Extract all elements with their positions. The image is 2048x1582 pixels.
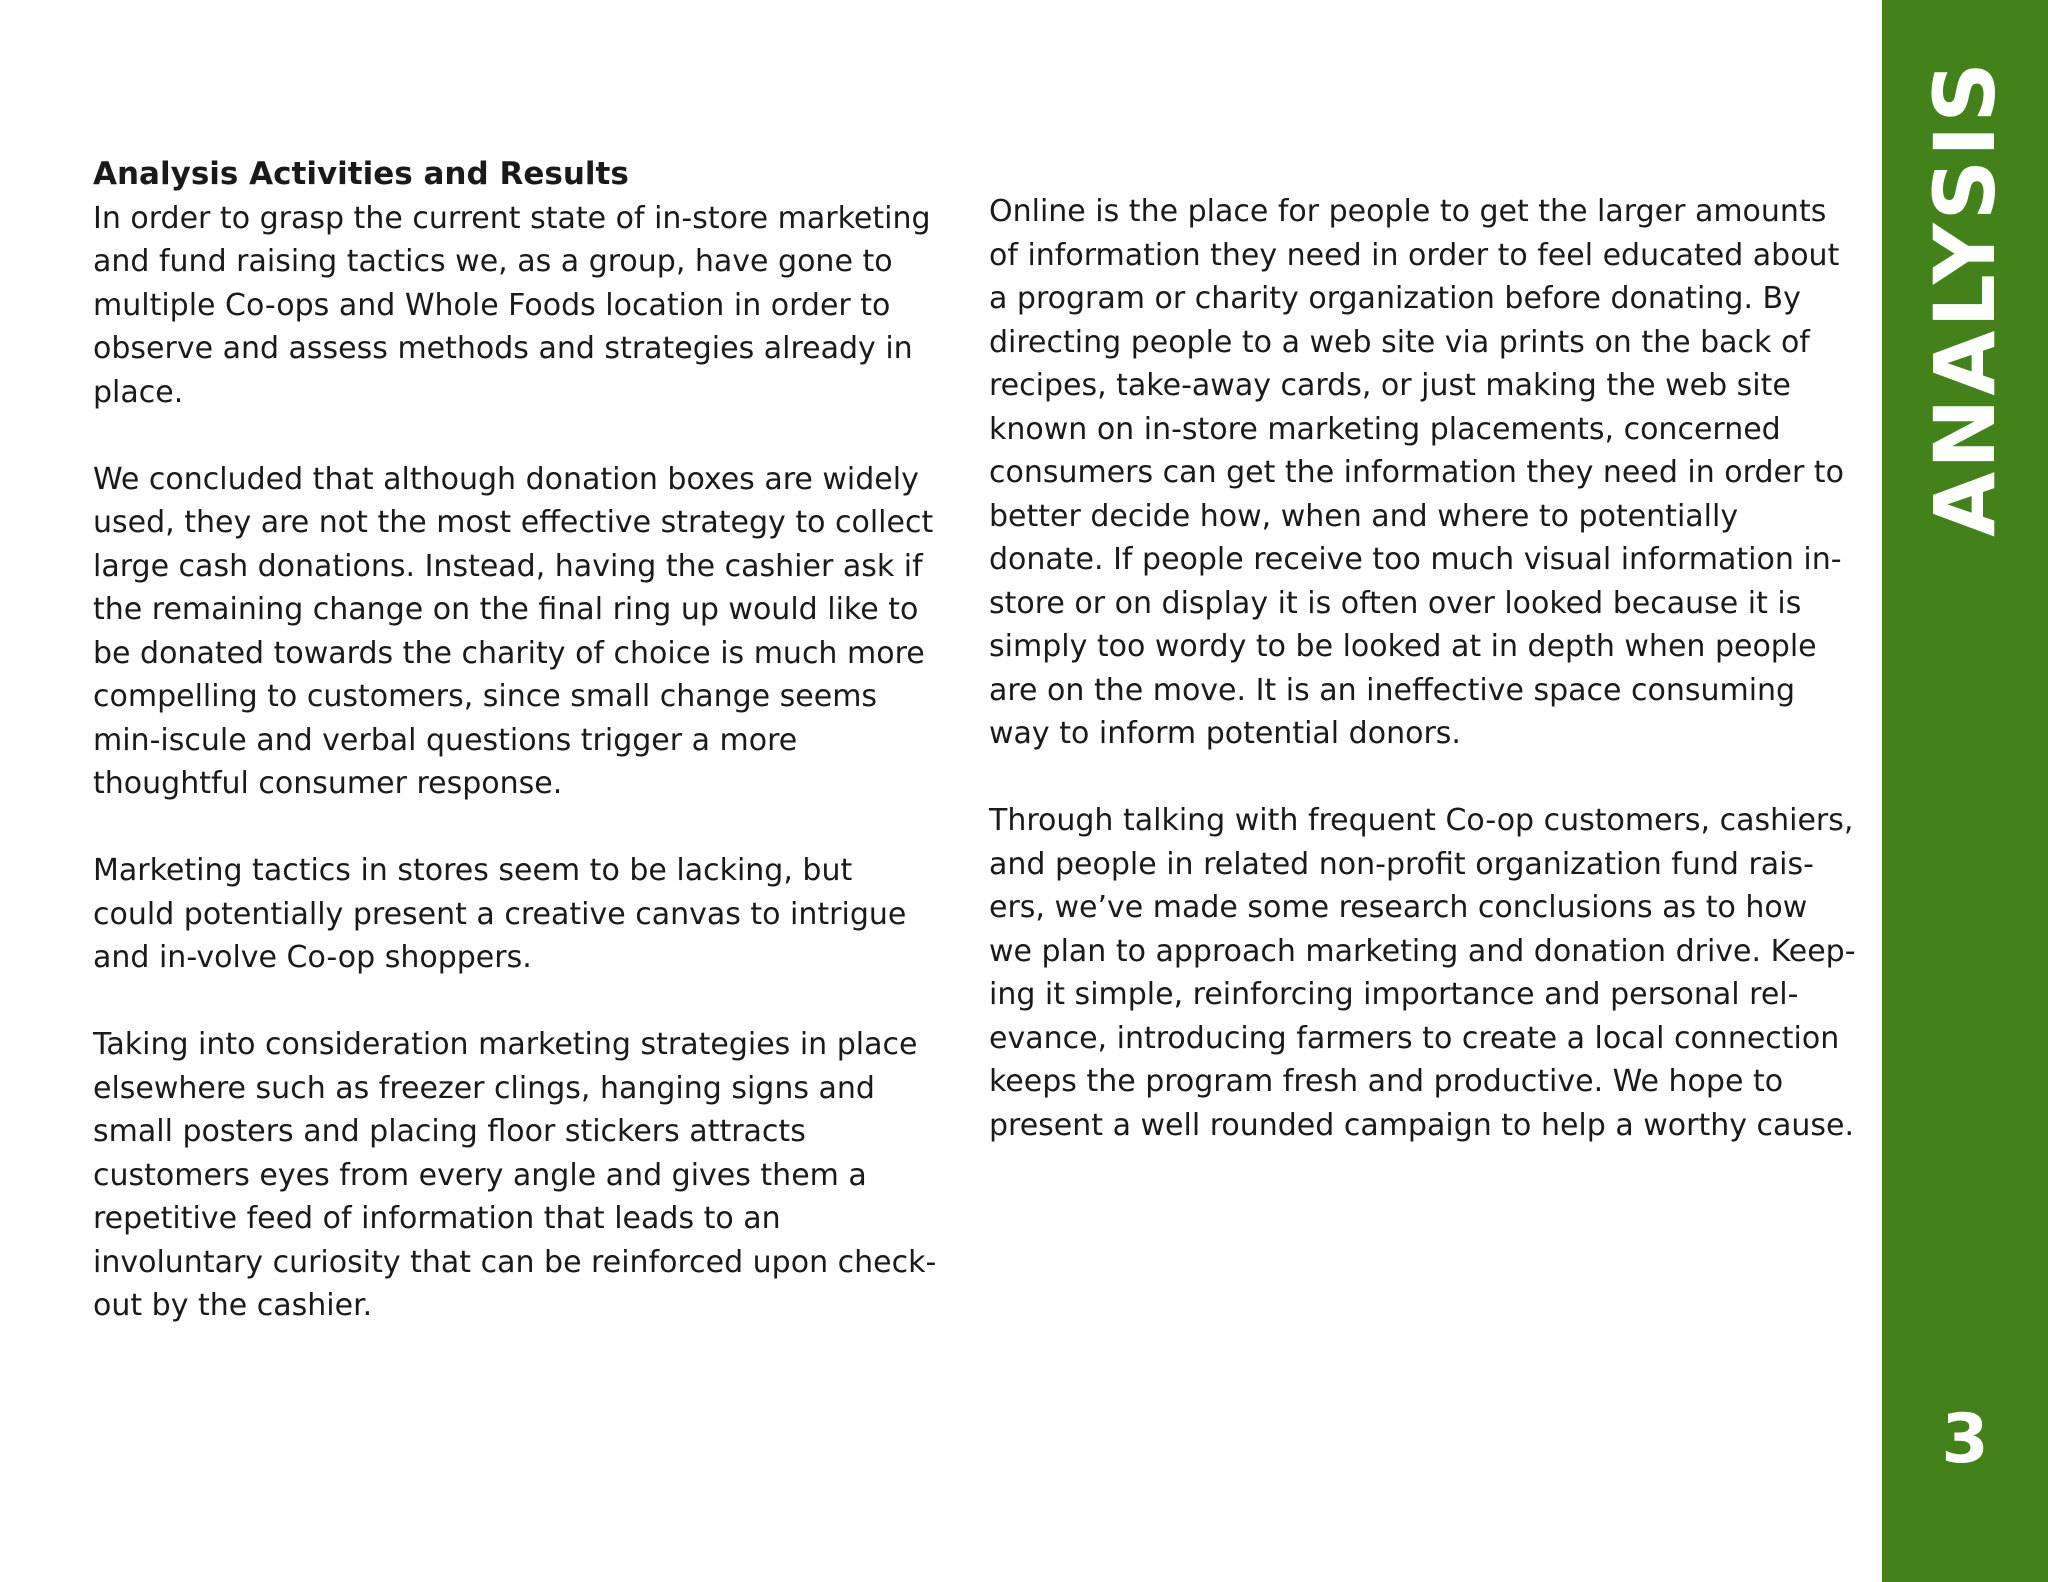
page-number: 3	[1941, 1400, 1989, 1479]
paragraph: Marketing tactics in stores seem to be lacking, but could potentially present a creative canvas to intrigue and in-volve Co-op shoppers.	[93, 853, 907, 975]
paragraph: Online is the place for people to get the larger amounts of information they need in order to feel educated about a program or charity organization before donating. By directing people to a web site via prints on the back of recipes, take-away cards, or just making the web site known on in-store marketing placements, concerned consumers can get the information they need in order to better decide how, when and where to potentially donate. If people receive too much visual information in-store or on display it is often over looked because it is simply too wordy to be looked at in depth when people are on the move. It is an ineffective space consuming way to inform potential donors.	[989, 194, 1844, 751]
paragraph: In order to grasp the current state of in-store marketing and fund raising tactics we, as a group, have gone to multiple Co-ops and Whole Foods location in order to observe and assess methods and strategies already in place.	[93, 200, 931, 410]
left-column	[93, 153, 943, 1328]
sidebar-title-wrap	[1882, 59, 2048, 537]
section-title: ANALYSIS	[1916, 59, 2014, 537]
paragraph: Through talking with frequent Co-op customers, cashiers, and people in related non-profit organization fund rais-ers, we’ve made some research conclusions as to how we plan to approach marketing and donation drive. Keep-ing it simple, reinforcing importance and personal rel-evance, introducing farmers to create a local connection keeps the program fresh and productive. We hope to present a well rounded campaign to help a worthy cause.	[989, 803, 1856, 1143]
paragraph: We concluded that although donation boxes are widely used, they are not the most effective strategy to collect large cash donations. Instead, having the cashier ask if the remaining change on the final ring up would like to be donated towards the charity of choice is much more compelling to customers, since small change seems min-iscule and verbal questions trigger a more thoughtful consumer response.	[93, 461, 934, 801]
paragraph: Taking into consideration marketing strategies in place elsewhere such as freezer clings, hanging signs and small posters and placing floor stickers attracts customers eyes from every angle and gives them a repetitive feed of information that leads to an involuntary curiosity that can be reinforced upon check-out by the cashier.	[93, 1027, 937, 1323]
section-heading: Analysis Activities and Results	[93, 156, 629, 192]
section-sidebar	[1882, 0, 2048, 1582]
right-column	[989, 190, 1859, 1147]
